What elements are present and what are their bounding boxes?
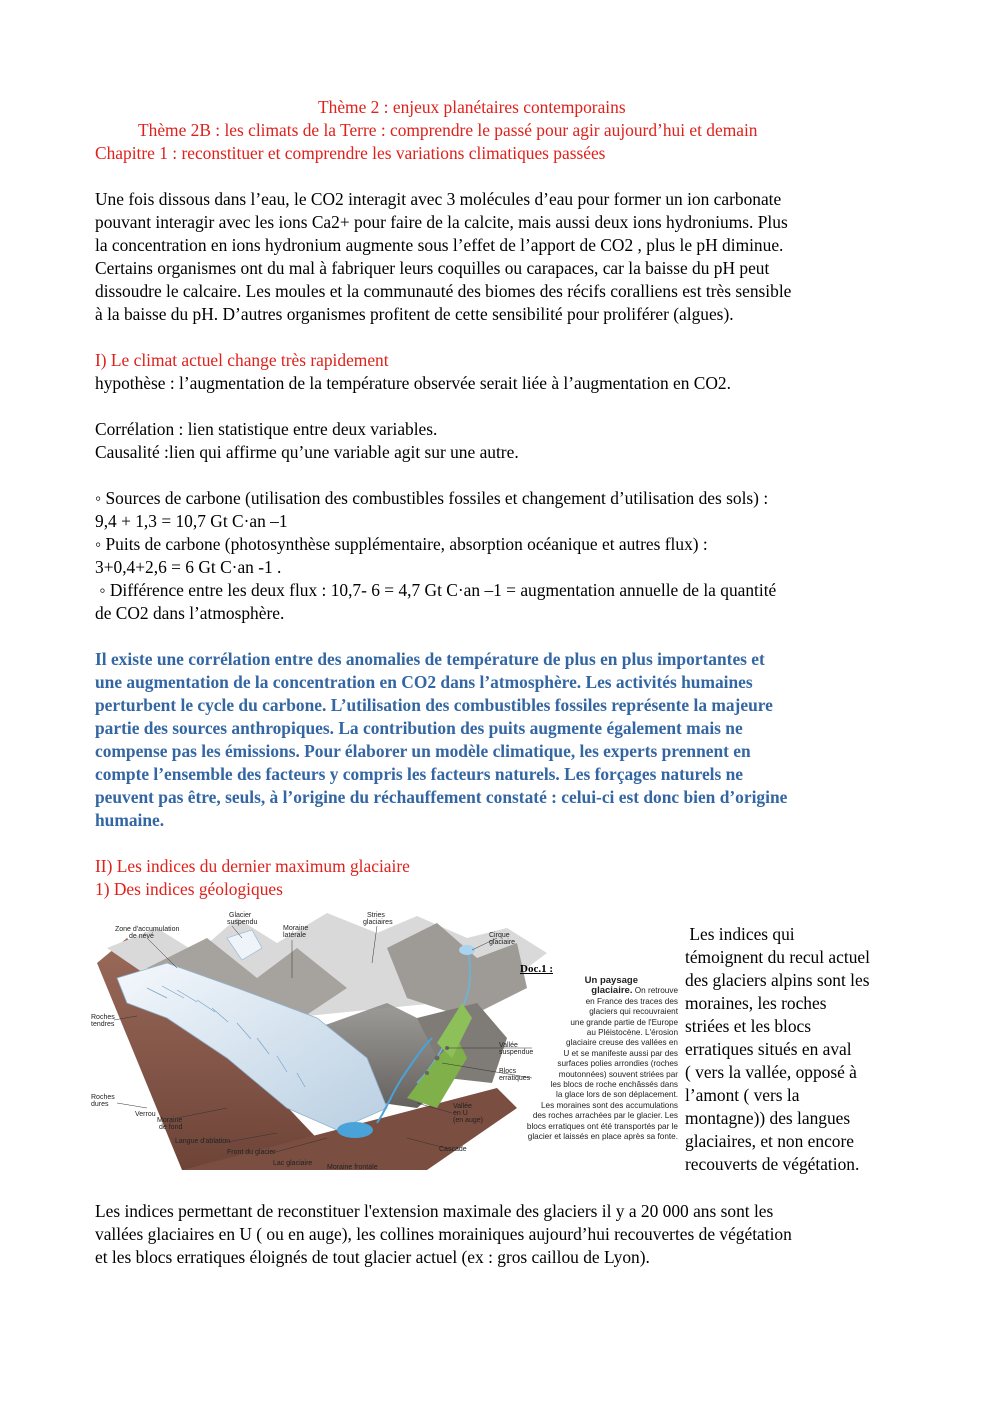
caption-line: Les moraines sont des accumulations xyxy=(541,1100,678,1110)
label-soft-rocks: Roches xyxy=(91,1014,115,1021)
intro-line: Certains organismes ont du mal à fabriquer leurs coquilles ou carapaces, car la baisse du pH peut xyxy=(95,258,770,278)
label-waterfall: Cascade xyxy=(439,1146,467,1153)
conclusion-line: perturbent le cycle du carbone. L’utilisation des combustibles fossiles représente la majeure xyxy=(95,695,773,715)
label-hard-rocks-2: dures xyxy=(91,1101,109,1108)
final-line: vallées glaciaires en U ( ou en auge), les collines morainiques aujourd’hui recouvertes de végétation xyxy=(95,1224,792,1244)
label-glacier-front: Front du glacier xyxy=(227,1149,276,1156)
final-line: Les indices permettant de reconstituer l'extension maximale des glaciers il y a 20 000 ans sont les xyxy=(95,1201,774,1221)
correlation-definition: Corrélation : lien statistique entre deux variables. xyxy=(95,419,438,439)
causality-definition: Causalité :lien qui affirme qu’une variable agit sur une autre. xyxy=(95,442,519,462)
conclusion-line: compte l’ensemble des facteurs y compris les facteurs naturels. Les forçages naturels ne xyxy=(95,764,744,784)
hypothesis-text: hypothèse : l’augmentation de la température observée serait liée à l’augmentation en CO2. xyxy=(95,373,731,393)
intro-line: Une fois dissous dans l’eau, le CO2 interagit avec 3 molécules d’eau pour former un ion carbonate xyxy=(95,189,782,209)
flux-line: ◦ Sources de carbone (utilisation des combustibles fossiles et changement d’utilisation des sols) : xyxy=(95,488,769,508)
label-u-valley-3: (en auge) xyxy=(453,1117,483,1124)
label-rock-bar: Verrou xyxy=(135,1111,156,1118)
caption-line: les blocs de roche enchâssés dans xyxy=(550,1080,678,1090)
flux-line: de CO2 dans l’atmosphère. xyxy=(95,603,285,623)
side-line: recouverts de végétation. xyxy=(685,1154,860,1174)
label-cirque-2: glaciaire xyxy=(489,939,516,946)
caption-line: surfaces polies arrondies (roches xyxy=(557,1059,678,1069)
caption-line: en France des traces des xyxy=(585,996,678,1006)
caption-line: la glace lors de son déplacement. xyxy=(556,1090,678,1100)
caption-line: glacier et laissés en place après sa fonte. xyxy=(527,1132,678,1142)
conclusion-line: Il existe une corrélation entre des anomalies de température de plus en plus importantes et xyxy=(95,649,765,669)
intro-line: dissoudre le calcaire. Les moules et la communauté des biomes des récifs coralliens est très sensible xyxy=(95,281,792,301)
label-soft-rocks-2: tendres xyxy=(91,1021,115,1028)
label-ground-moraine-2: de fond xyxy=(159,1124,183,1131)
flux-line: ◦ Puits de carbone (photosynthèse supplémentaire, absorption océanique et autres flux) : xyxy=(95,534,708,554)
flux-line: 9,4 + 1,3 = 10,7 Gt C·an –1 xyxy=(95,511,288,531)
label-accumulation-zone: Zone d'accumulation xyxy=(115,926,180,933)
label-ground-moraine: Moraine xyxy=(157,1117,183,1124)
caption-line: moutonnées) souvent striées par xyxy=(558,1069,678,1079)
theme-heading: Thème 2 : enjeux planétaires contemporains xyxy=(318,97,626,117)
side-line: ( vers la vallée, opposé à xyxy=(685,1062,857,1082)
intro-line: la concentration en ions hydronium augmente sous l’effet de l’apport de CO2 , plus le pH diminue. xyxy=(95,235,784,255)
label-glacial-striae: Stries xyxy=(367,912,385,919)
label-hanging-glacier-2: suspendu xyxy=(227,919,258,926)
caption-title: Un paysage xyxy=(584,975,638,986)
figure-doc-label: Doc.1 : xyxy=(520,963,553,975)
caption-line: glaciers qui recouvraient xyxy=(589,1007,678,1017)
glacial-landscape-figure xyxy=(87,908,683,1170)
label-hard-rocks: Roches xyxy=(91,1094,115,1101)
final-paragraph xyxy=(95,1200,905,1269)
caption-line: glaciaire creuse des vallées en xyxy=(566,1038,678,1048)
conclusion-line: compense pas les émissions. Pour élaborer un modèle climatique, les experts prennent en xyxy=(95,741,751,761)
caption-line: des roches arrachées par le glacier. Les xyxy=(532,1111,678,1121)
caption-line: On retrouve xyxy=(634,986,678,996)
label-glacial-lake: Lac glaciaire xyxy=(273,1160,313,1167)
side-line: glaciaires, et non encore xyxy=(685,1131,854,1151)
label-u-valley-2: en U xyxy=(453,1110,468,1117)
side-line: moraines, les roches xyxy=(685,993,827,1013)
label-lateral-moraine-2: latérale xyxy=(283,932,306,939)
side-line: striées et les blocs xyxy=(685,1016,812,1036)
intro-line: pouvant interagir avec les ions Ca2+ pour faire de la calcite, mais aussi deux ions hydroniums. Plus xyxy=(95,212,788,232)
section1-title: I) Le climat actuel change très rapidement xyxy=(95,350,389,370)
flux-line: 3+0,4+2,6 = 6 Gt C·an -1 . xyxy=(95,557,282,577)
label-ablation-tongue: Langue d'ablation xyxy=(175,1138,231,1145)
label-erratic-blocks-2: erratiques xyxy=(499,1075,531,1082)
figure-caption xyxy=(492,976,678,1143)
label-hanging-valley-2: suspendue xyxy=(499,1049,534,1056)
intro-paragraph xyxy=(95,188,905,326)
label-glacial-striae-2: glaciaires xyxy=(363,919,393,926)
caption-line: une grande partie de l'Europe xyxy=(570,1017,678,1027)
side-line: montagne)) des langues xyxy=(685,1108,851,1128)
caption-line: U et se manifeste aussi par des xyxy=(563,1048,678,1058)
label-accumulation-zone-2: de névé xyxy=(129,933,154,940)
intro-line: à la baisse du pH. D’autres organismes profitent de cette sensibilité pour proliférer (algues). xyxy=(95,304,734,324)
section2-title: II) Les indices du dernier maximum glaciaire xyxy=(95,856,410,876)
conclusion-line: humaine. xyxy=(95,810,165,830)
label-lateral-moraine: Moraine xyxy=(283,925,309,932)
final-line: et les blocs erratiques éloignés de tout glacier actuel (ex : gros caillou de Lyon). xyxy=(95,1247,650,1267)
conclusion-line: peuvent pas être, seuls, à l’origine du réchauffement constaté : celui-ci est donc bien d’origine xyxy=(95,787,788,807)
conclusion-line: partie des sources anthropiques. La contribution des puits augmente également mais ne xyxy=(95,718,743,738)
side-paragraph xyxy=(685,923,910,1176)
label-terminal-moraine: Moraine frontale xyxy=(327,1164,378,1170)
caption-line: blocs erratiques ont été transportés par le xyxy=(526,1121,678,1131)
subtheme-heading: Thème 2B : les climats de la Terre : comprendre le passé pour agir aujourd’hui et demain xyxy=(138,120,758,140)
caption-bold: glaciaire. xyxy=(591,985,633,997)
side-line: des glaciers alpins sont les xyxy=(685,970,870,990)
label-erratic-blocks: Blocs xyxy=(499,1068,517,1075)
section2-subtitle: 1) Des indices géologiques xyxy=(95,879,283,899)
label-hanging-valley: Vallée xyxy=(499,1042,518,1049)
label-u-valley: Vallée xyxy=(453,1103,472,1110)
side-line: l’amont ( vers la xyxy=(685,1085,800,1105)
side-line: Les indices qui xyxy=(685,924,795,944)
chapter-heading: Chapitre 1 : reconstituer et comprendre les variations climatiques passées xyxy=(95,143,606,163)
label-hanging-glacier: Glacier xyxy=(229,912,252,919)
carbon-flux-list xyxy=(95,487,905,625)
conclusion-line: une augmentation de la concentration en CO2 dans l’atmosphère. Les activités humaines xyxy=(95,672,753,692)
side-line: erratiques situés en aval xyxy=(685,1039,852,1059)
conclusion-paragraph xyxy=(95,648,905,832)
flux-line: ◦ Différence entre les deux flux : 10,7- 6 = 4,7 Gt C·an –1 = augmentation annuelle de la quantité xyxy=(95,580,777,600)
caption-line: au Pléistocène. L'érosion xyxy=(586,1028,678,1038)
side-line: témoignent du recul actuel xyxy=(685,947,870,967)
label-cirque: Cirque xyxy=(489,932,510,939)
